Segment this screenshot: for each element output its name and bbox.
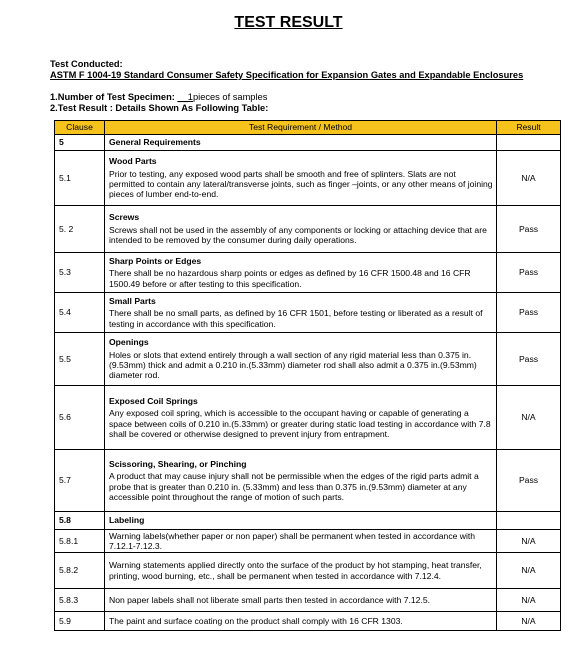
clause-cell: 5.7 [55,450,105,512]
standard-name: ASTM F 1004-19 Standard Consumer Safety Specification for Expansion Gates and Expandable Enclosures [50,70,524,80]
requirement-cell [105,512,497,530]
requirement-heading: Wood Parts [109,156,157,167]
specimen-count-line [50,92,268,103]
requirement-text: Holes or slots that extend entirely through a wall section of any rigid material less than 0.375 in.(9.53mm) thick and admit a 0.210 in.(5.33mm) diameter rod shall also admit a 0.375 in.(9.53mm) diameter rod. [109,349,477,381]
requirement-cell [105,293,497,333]
result-cell: N/A [497,612,561,631]
requirement-heading: Screws [109,212,140,223]
specimen-count-label: 1.Number of Test Specimen: [50,92,178,102]
clause-cell: 5.8.3 [55,589,105,612]
clause-cell: 5.6 [55,386,105,450]
result-cell: Pass [497,450,561,512]
specimen-count-suffix: pieces of samples [192,92,268,102]
clause-cell: 5.1 [55,151,105,206]
table-row [55,253,561,293]
specimen-count-value: __1 [177,92,193,102]
result-cell: Pass [497,333,561,386]
result-cell: Pass [497,206,561,253]
table-row [55,553,561,589]
result-cell: N/A [497,386,561,450]
requirement-cell [105,135,497,151]
column-header-clause: Clause [55,121,105,135]
results-table [54,120,561,631]
requirement-text: Any exposed coil spring, which is accessible to the occupant having or capable of generating a space between coils of 0.210 in.(5.33mm) or greater during static load testing in accordance with 7.8 shall be covered or otherwise designed to prevent injury from entrapment. [109,408,491,439]
requirement-cell [105,253,497,293]
page-title: TEST RESULT [234,14,343,31]
test-result-line: 2.Test Result : Details Shown As Following Table: [50,103,269,113]
clause-cell: 5.8 [55,512,105,530]
requirement-text: Prior to testing, any exposed wood parts shall be smooth and free of splinters. Slats are not permitted to contain any lateral/transverse joints, such as finger –joints, or any other means of joining pieces of lumber end-to-end. [109,168,493,200]
clause-cell: 5.5 [55,333,105,386]
table-header-row [55,121,561,135]
requirement-cell [105,589,497,612]
requirement-cell [105,612,497,631]
clause-cell: 5.9 [55,612,105,631]
table-row [55,386,561,450]
test-conducted-label: Test Conducted: [50,59,123,69]
result-cell: N/A [497,589,561,612]
result-cell [497,135,561,151]
result-cell [497,512,561,530]
clause-cell: 5 [55,135,105,151]
clause-cell: 5.4 [55,293,105,333]
table-row [55,612,561,631]
table-row [55,135,561,151]
requirement-cell [105,386,497,450]
requirement-heading: Exposed Coil Springs [109,395,198,406]
requirement-heading: General Requirements [109,137,201,148]
result-cell: Pass [497,253,561,293]
requirement-cell [105,450,497,512]
column-header-result: Result [497,121,561,135]
requirement-text: There shall be no hazardous sharp points or edges as defined by 16 CFR 1500.48 and 16 CFR 1500.49 before or after testing to this specification. [109,268,471,289]
clause-cell: 5.3 [55,253,105,293]
table-row [55,450,561,512]
requirement-cell [105,151,497,206]
result-cell: N/A [497,151,561,206]
table-row [55,589,561,612]
requirement-cell [105,206,497,253]
requirement-text: The paint and surface coating on the product shall comply with 16 CFR 1303. [109,615,403,626]
test-conducted-block [50,59,523,81]
requirement-text: Screws shall not be used in the assembly of any components or locking or attaching device that are intended to be removed by the consumer during daily operations. [109,224,487,246]
requirement-heading: Openings [109,337,149,348]
clause-cell: 5. 2 [55,206,105,253]
requirement-heading: Sharp Points or Edges [109,255,202,266]
test-items-block [50,92,268,114]
result-cell: N/A [497,530,561,553]
table-row [55,530,561,553]
requirement-text: A product that may cause injury shall not be permissible when the edges of the rigid parts admit a probe that is greater than 0.210 in. (5.33mm) and less than 0.375 in.(9.53mm) diameter at any accessible point throughout the range of motion of such parts. [109,471,479,502]
table-row [55,206,561,253]
table-row [55,293,561,333]
requirement-text: Warning labels(whether paper or non paper) shall be permanent when tested in accordance with 7.12.1-7.12.3. [109,530,476,551]
requirement-heading: Scissoring, Shearing, or Pinching [109,458,247,469]
requirement-cell [105,333,497,386]
table-row [55,151,561,206]
requirement-heading: Labeling [109,515,145,526]
requirement-text: There shall be no small parts, as defined by 16 CFR 1501, before testing or liberated as a result of testing in accordance with this specification. [109,308,483,329]
table-row [55,512,561,530]
requirement-heading: Small Parts [109,295,156,306]
clause-cell: 5.8.1 [55,530,105,553]
result-cell: N/A [497,553,561,589]
clause-cell: 5.8.2 [55,553,105,589]
column-header-requirement: Test Requirement / Method [105,121,497,135]
table-row [55,333,561,386]
result-cell: Pass [497,293,561,333]
requirement-cell [105,530,497,553]
requirement-cell [105,553,497,589]
requirement-text: Warning statements applied directly onto the surface of the product by hot stamping, heat transfer, printing, wood burning, etc., shall be permanent when tested in accordance with 7.12.4. [109,560,482,581]
requirement-text: Non paper labels shall not liberate small parts then tested in accordance with 7.12.5. [109,594,431,605]
